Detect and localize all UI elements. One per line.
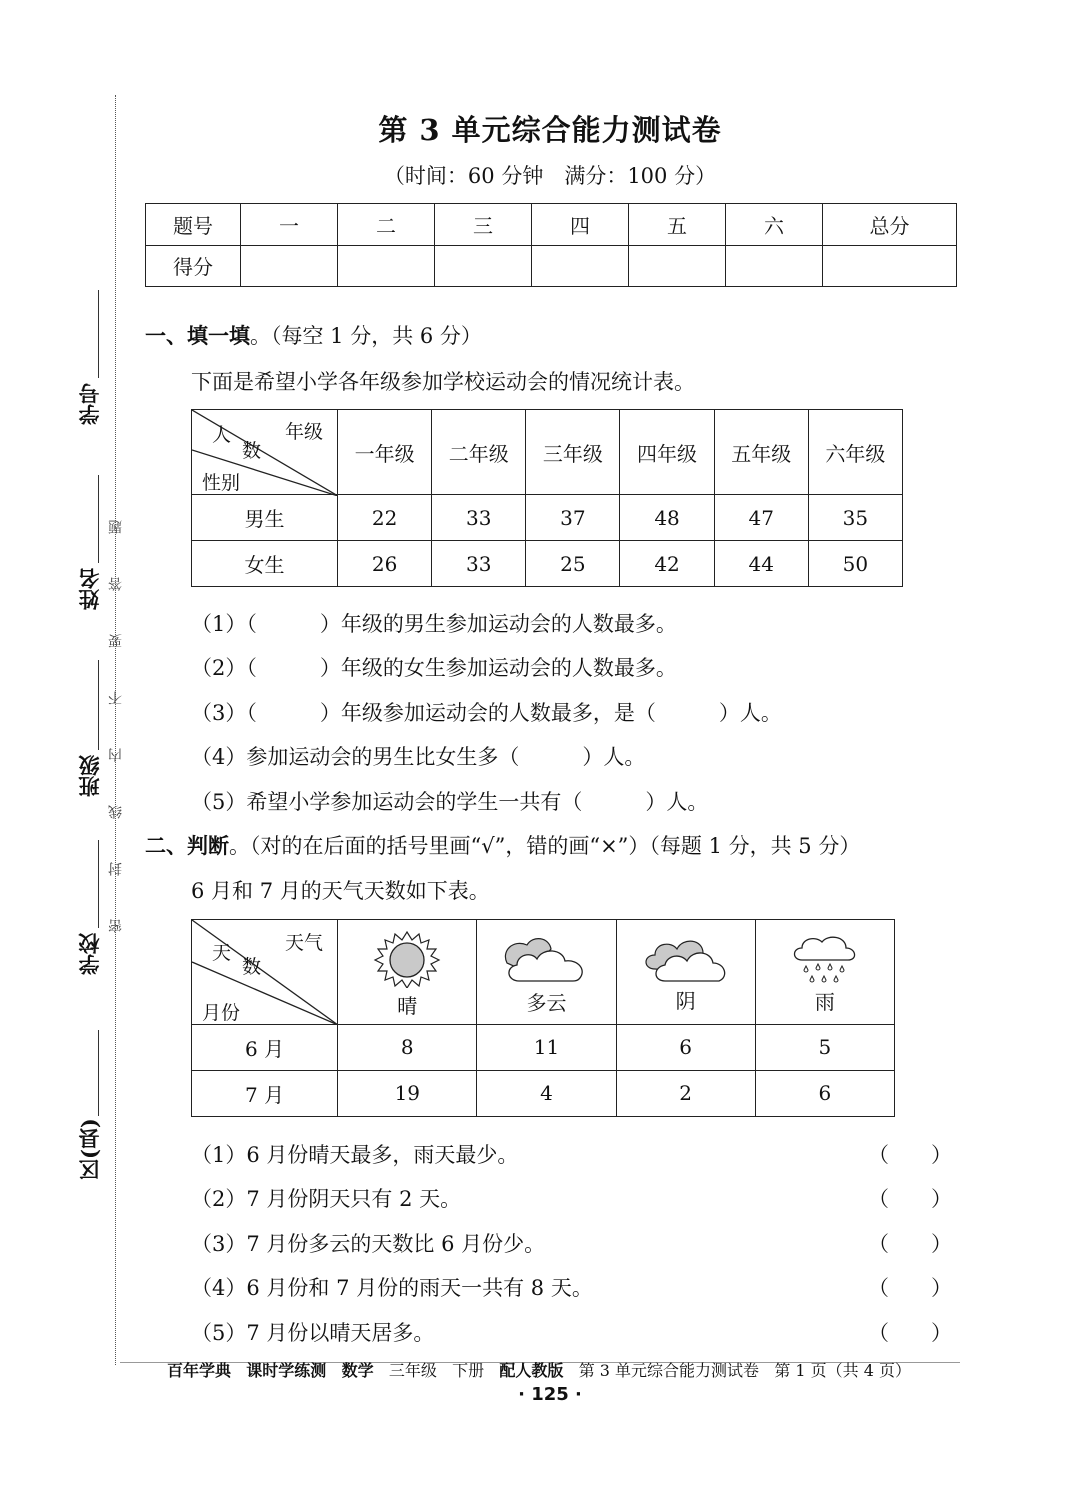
- corner-weather-label: 天气: [285, 932, 324, 954]
- score-header-cell: 题号: [146, 204, 241, 246]
- school-label: 学校: [77, 933, 102, 975]
- rain-icon: [790, 934, 860, 986]
- table-cell: 47: [714, 495, 808, 541]
- corner-people-label: 人: [212, 424, 232, 446]
- table-cell: 48: [620, 495, 714, 541]
- school-line: [98, 840, 99, 928]
- question-2-5: （5）7 月份以晴天居多。: [191, 1321, 435, 1345]
- section1-title: 一、填一填: [145, 324, 250, 348]
- table-cell: 22: [338, 495, 432, 541]
- section2-intro: 6 月和 7 月的天气天数如下表。: [191, 879, 490, 903]
- question-1-3: （3）（ ）年级参加运动会的人数最多，是（ ）人。: [191, 701, 782, 725]
- table-cell: 33: [432, 541, 526, 587]
- weather-label: 多云: [526, 991, 567, 1016]
- score-input-cell[interactable]: [532, 245, 629, 287]
- score-input-cell[interactable]: [241, 245, 338, 287]
- row-label: 女生: [192, 541, 338, 587]
- table-cell: 6: [616, 1024, 755, 1070]
- table-cell: 19: [338, 1070, 477, 1116]
- table-cell: 4: [477, 1070, 616, 1116]
- answer-parentheses[interactable]: （ ）: [868, 1276, 952, 1300]
- seal-char: 封: [108, 862, 124, 876]
- score-header-cell: 六: [726, 204, 823, 246]
- corner-days-label: 天: [212, 942, 232, 964]
- corner-count-label: 数: [242, 440, 262, 462]
- score-input-cell[interactable]: [435, 245, 532, 287]
- seal-char: 不: [108, 691, 124, 705]
- table-cell: 2: [616, 1070, 755, 1116]
- page-number: · 125 ·: [518, 1384, 582, 1405]
- district-line: [98, 1030, 99, 1116]
- question-1-4: （4）参加运动会的男生比女生多（ ）人。: [191, 745, 646, 769]
- table-cell: 33: [432, 495, 526, 541]
- sports-table: [191, 409, 903, 587]
- weather-label: 阴: [675, 989, 696, 1014]
- section1-intro: 下面是希望小学各年级参加学校运动会的情况统计表。: [191, 370, 695, 394]
- weather-corner-cell: [192, 920, 338, 1025]
- seal-char: 答: [108, 577, 124, 591]
- table-cell: 50: [808, 541, 902, 587]
- footer-page-info: 第 1 页（共 4 页）: [774, 1361, 912, 1380]
- row-label: 7 月: [192, 1070, 338, 1116]
- footer-term: 下册: [452, 1361, 485, 1380]
- seal-char: 题: [108, 520, 124, 534]
- corner-gender-label: 性别: [202, 472, 241, 494]
- footer-series: 课时学练测: [246, 1361, 327, 1380]
- score-table: [145, 203, 957, 287]
- grade-header: 六年级: [808, 410, 902, 495]
- footer-paper: 第 3 单元综合能力测试卷: [578, 1361, 760, 1380]
- partly-cloudy-icon: [499, 933, 593, 987]
- seal-char: 内: [108, 748, 124, 762]
- footer-grade: 三年级: [388, 1361, 437, 1380]
- overcast-icon: [641, 935, 731, 985]
- answer-parentheses[interactable]: （ ）: [868, 1143, 952, 1167]
- section2-heading: [145, 830, 860, 860]
- corner-grade-label: 年级: [285, 421, 324, 443]
- grade-header: 五年级: [714, 410, 808, 495]
- section1-heading: [145, 320, 482, 350]
- question-1-5: （5）希望小学参加运动会的学生一共有（ ）人。: [191, 790, 709, 814]
- score-header-cell: 四: [532, 204, 629, 246]
- grade-header: 四年级: [620, 410, 714, 495]
- table-cell: 37: [526, 495, 620, 541]
- table-cell: 35: [808, 495, 902, 541]
- class-line: [98, 660, 99, 750]
- grade-header: 一年级: [338, 410, 432, 495]
- score-input-cell[interactable]: [338, 245, 435, 287]
- weather-header-sunny: [338, 920, 477, 1025]
- footer: [167, 1358, 947, 1381]
- student-id-line: [98, 290, 99, 378]
- score-input-cell[interactable]: [823, 245, 957, 287]
- question-1-1: （1）（ ）年级的男生参加运动会的人数最多。: [191, 612, 677, 636]
- table-cell: 26: [338, 541, 432, 587]
- corner-month-label: 月份: [202, 1002, 241, 1024]
- table-cell: 8: [338, 1024, 477, 1070]
- answer-parentheses[interactable]: （ ）: [868, 1187, 952, 1211]
- score-input-cell[interactable]: [629, 245, 726, 287]
- name-line: [98, 475, 99, 563]
- score-header-cell: 一: [241, 204, 338, 246]
- section2-note: 。（对的在后面的括号里画“√”，错的画“×”）（每题 1 分，共 5 分）: [229, 834, 861, 858]
- score-header-cell: 二: [338, 204, 435, 246]
- section1-note: 。（每空 1 分，共 6 分）: [250, 324, 482, 348]
- corner-count-label: 数: [242, 956, 262, 978]
- table-cell: 25: [526, 541, 620, 587]
- table-row: [192, 1024, 895, 1070]
- answer-parentheses[interactable]: （ ）: [868, 1321, 952, 1345]
- score-header-cell: 五: [629, 204, 726, 246]
- grade-header: 三年级: [526, 410, 620, 495]
- weather-header-cloudy: [477, 920, 616, 1025]
- class-label: 班级: [77, 755, 102, 797]
- question-2-3: （3）7 月份多云的天数比 6 月份少。: [191, 1232, 546, 1256]
- weather-header-overcast: [616, 920, 755, 1025]
- question-2-4: （4）6 月份和 7 月份的雨天一共有 8 天。: [191, 1276, 593, 1300]
- footer-subject: 数学: [341, 1361, 374, 1380]
- table-cell: 5: [755, 1024, 894, 1070]
- row-label: 6 月: [192, 1024, 338, 1070]
- weather-table: [191, 919, 895, 1117]
- table-cell: 6: [755, 1070, 894, 1116]
- score-header-cell: 三: [435, 204, 532, 246]
- answer-parentheses[interactable]: （ ）: [868, 1232, 952, 1256]
- section2-title: 二、判断: [145, 834, 229, 858]
- table-row: [192, 1070, 895, 1116]
- page-title: 第 3 单元综合能力测试卷: [378, 113, 722, 147]
- district-label: 区(县): [77, 1118, 102, 1180]
- exam-info: （时间：60 分钟 满分：100 分）: [383, 164, 717, 188]
- weather-label: 晴: [397, 994, 418, 1019]
- name-label: 姓名: [77, 568, 102, 610]
- question-2-2: （2）7 月份阴天只有 2 天。: [191, 1187, 462, 1211]
- score-header-cell: 总分: [823, 204, 957, 246]
- score-input-cell[interactable]: [726, 245, 823, 287]
- grade-header: 二年级: [432, 410, 526, 495]
- footer-brand: 百年学典: [167, 1361, 232, 1380]
- table-cell: 44: [714, 541, 808, 587]
- weather-label: 雨: [814, 990, 835, 1015]
- table-row: [192, 495, 903, 541]
- sports-corner-cell: [192, 410, 338, 495]
- seal-char: 密: [108, 919, 124, 933]
- question-1-2: （2）（ ）年级的女生参加运动会的人数最多。: [191, 656, 677, 680]
- table-cell: 11: [477, 1024, 616, 1070]
- table-row: [192, 541, 903, 587]
- student-id-label: 学号: [77, 383, 102, 425]
- seal-char: 要: [108, 634, 124, 648]
- footer-edition: 配人教版: [499, 1361, 564, 1380]
- sun-icon: [367, 930, 447, 988]
- seal-char: 线: [108, 805, 124, 819]
- binding-dotted-line: [115, 95, 116, 1365]
- row-label: 男生: [192, 495, 338, 541]
- score-row-label: 得分: [146, 245, 241, 287]
- question-2-1: （1）6 月份晴天最多，雨天最少。: [191, 1143, 519, 1167]
- weather-header-rain: [755, 920, 894, 1025]
- table-cell: 42: [620, 541, 714, 587]
